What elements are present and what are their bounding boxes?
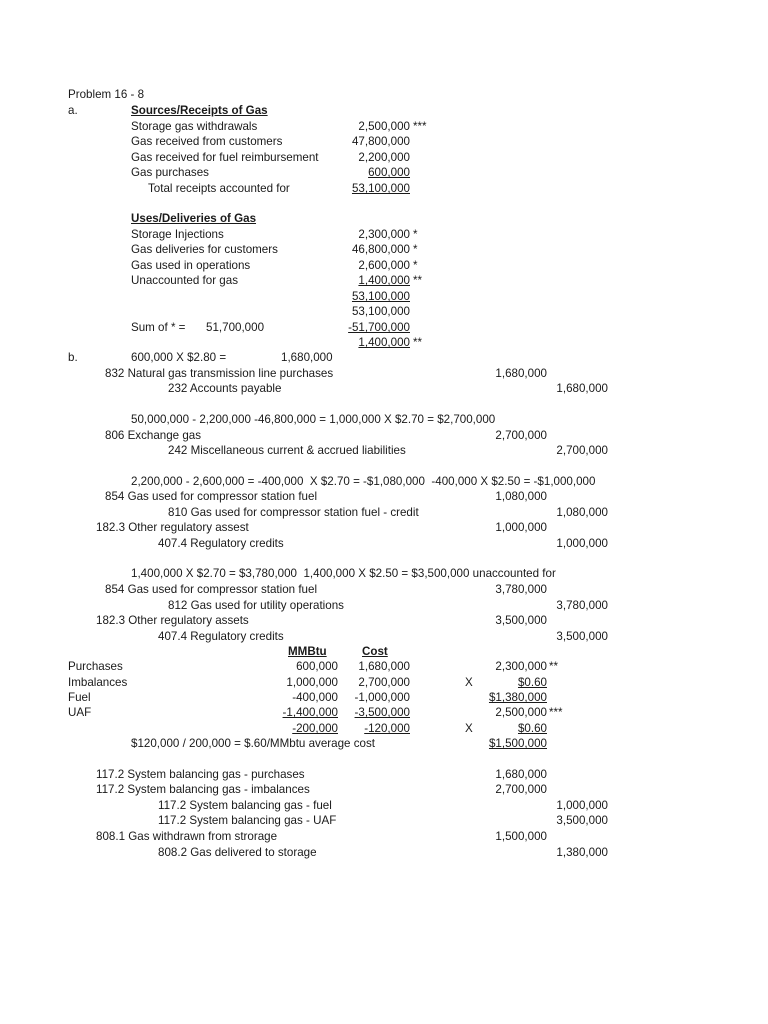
journal-debit: 1,000,000 (495, 521, 547, 534)
table-cost: -3,500,000 (354, 706, 410, 719)
receipts-total: 53,100,000 (351, 305, 410, 318)
journal-account: 182.3 Other regulatory assets (96, 614, 249, 627)
journal-credit: 1,000,000 (556, 799, 608, 812)
source-label: Gas received for fuel reimbursement (131, 151, 319, 164)
journal-credit: 1,080,000 (556, 506, 608, 519)
use-label: Gas deliveries for customers (131, 243, 278, 256)
source-label: Gas received from customers (131, 135, 283, 148)
sum-label: Sum of * = (131, 321, 186, 334)
table-header-mmbtu: MMBtu (288, 645, 327, 658)
sum-negative: -51,700,000 (348, 321, 410, 334)
avg-cost-right: $1,500,000 (488, 737, 547, 750)
source-note: *** (413, 120, 427, 133)
table-header-cost: Cost (362, 645, 388, 658)
total-receipts-label: Total receipts accounted for (148, 182, 290, 195)
use-value: 2,600,000 (358, 259, 410, 272)
calc-line: 2,200,000 - 2,600,000 = -400,000 X $2.70 = -$1,080,000 -400,000 X $2.50 = -$1,000,000 (131, 475, 596, 488)
part-a-label: a. (68, 104, 78, 117)
table-mmbtu: -200,000 (292, 722, 338, 735)
journal-account: 117.2 System balancing gas - fuel (158, 799, 332, 812)
table-note: ** (549, 660, 559, 673)
table-mmbtu: -400,000 (292, 691, 338, 704)
journal-account: 854 Gas used for compressor station fuel (105, 583, 318, 596)
journal-account: 808.2 Gas delivered to storage (158, 846, 317, 859)
journal-debit: 1,500,000 (495, 830, 547, 843)
calc-line: 600,000 X $2.80 = (131, 351, 227, 364)
table-right-value: $0.60 (517, 722, 547, 735)
calc-line: 50,000,000 - 2,200,000 -46,800,000 = 1,000,000 X $2.70 = $2,700,000 (131, 413, 496, 426)
journal-debit: 1,680,000 (495, 367, 547, 380)
problem-title: Problem 16 - 8 (68, 88, 145, 101)
table-mmbtu: 600,000 (296, 660, 338, 673)
source-label: Storage gas withdrawals (131, 120, 258, 133)
sources-heading: Sources/Receipts of Gas (131, 104, 268, 117)
journal-credit: 1,680,000 (556, 382, 608, 395)
table-row-label: Fuel (68, 691, 91, 704)
calc-result: 1,680,000 (281, 351, 333, 364)
multiply-sign: X (465, 676, 473, 689)
journal-credit: 1,380,000 (556, 846, 608, 859)
table-cost: 2,700,000 (358, 676, 410, 689)
table-right-value: $1,380,000 (488, 691, 547, 704)
use-note: * (413, 228, 418, 241)
journal-debit: 1,680,000 (495, 768, 547, 781)
table-right-value: $0.60 (517, 676, 547, 689)
journal-account: 117.2 System balancing gas - imbalances (96, 783, 310, 796)
use-label: Gas used in operations (131, 259, 251, 272)
total-receipts-value: 53,100,000 (351, 182, 410, 195)
journal-account: 117.2 System balancing gas - purchases (96, 768, 305, 781)
journal-credit: 3,500,000 (556, 814, 608, 827)
journal-debit: 3,500,000 (495, 614, 547, 627)
source-value: 2,200,000 (358, 151, 410, 164)
journal-account: 854 Gas used for compressor station fuel (105, 490, 318, 503)
journal-account: 407.4 Regulatory credits (158, 630, 284, 643)
use-label: Unaccounted for gas (131, 274, 238, 287)
use-value: 2,300,000 (358, 228, 410, 241)
use-note: * (413, 243, 418, 256)
journal-account: 810 Gas used for compressor station fuel - credit (168, 506, 419, 519)
journal-credit: 3,500,000 (556, 630, 608, 643)
table-cost: -1,000,000 (354, 691, 410, 704)
source-label: Gas purchases (131, 166, 209, 179)
calc-line: 1,400,000 X $2.70 = $3,780,000 1,400,000 X $2.50 = $3,500,000 unaccounted for (131, 567, 556, 580)
table-row-label: Imbalances (68, 676, 128, 689)
journal-account: 232 Accounts payable (168, 382, 282, 395)
table-cost: 1,680,000 (358, 660, 410, 673)
uses-heading: Uses/Deliveries of Gas (131, 212, 257, 225)
journal-debit: 3,780,000 (495, 583, 547, 596)
use-value: 1,400,000 (358, 274, 410, 287)
use-label: Storage Injections (131, 228, 224, 241)
journal-account: 808.1 Gas withdrawn from strorage (96, 830, 278, 843)
source-value: 2,500,000 (358, 120, 410, 133)
journal-account: 832 Natural gas transmission line purchases (105, 367, 334, 380)
table-cost: -120,000 (364, 722, 410, 735)
uaf-result: 1,400,000 (358, 336, 410, 349)
part-b-label: b. (68, 351, 78, 364)
journal-debit: 1,080,000 (495, 490, 547, 503)
table-mmbtu: 1,000,000 (286, 676, 338, 689)
journal-account: 812 Gas used for utility operations (168, 599, 344, 612)
source-value: 600,000 (368, 166, 410, 179)
sum-value: 51,700,000 (206, 321, 265, 334)
table-right-value: 2,500,000 (495, 706, 547, 719)
table-row-label: UAF (68, 706, 92, 719)
journal-account: 407.4 Regulatory credits (158, 537, 284, 550)
journal-debit: 2,700,000 (495, 783, 547, 796)
uses-total: 53,100,000 (351, 290, 410, 303)
journal-credit: 1,000,000 (556, 537, 608, 550)
table-mmbtu: -1,400,000 (282, 706, 338, 719)
avg-cost-text: $120,000 / 200,000 = $.60/MMbtu average cost (131, 737, 375, 750)
journal-credit: 2,700,000 (556, 444, 608, 457)
journal-account: 242 Miscellaneous current & accrued liabilities (168, 444, 406, 457)
journal-account: 117.2 System balancing gas - UAF (158, 814, 337, 827)
multiply-sign: X (465, 722, 473, 735)
table-row-label: Purchases (68, 660, 123, 673)
journal-account: 182.3 Other regulatory assest (96, 521, 249, 534)
use-note: * (413, 259, 418, 272)
uaf-note: ** (413, 336, 423, 349)
table-right-value: 2,300,000 (495, 660, 547, 673)
table-note: *** (549, 706, 563, 719)
journal-debit: 2,700,000 (495, 429, 547, 442)
use-value: 46,800,000 (351, 243, 410, 256)
journal-account: 806 Exchange gas (105, 429, 202, 442)
source-value: 47,800,000 (351, 135, 410, 148)
use-note: ** (413, 274, 423, 287)
journal-credit: 3,780,000 (556, 599, 608, 612)
